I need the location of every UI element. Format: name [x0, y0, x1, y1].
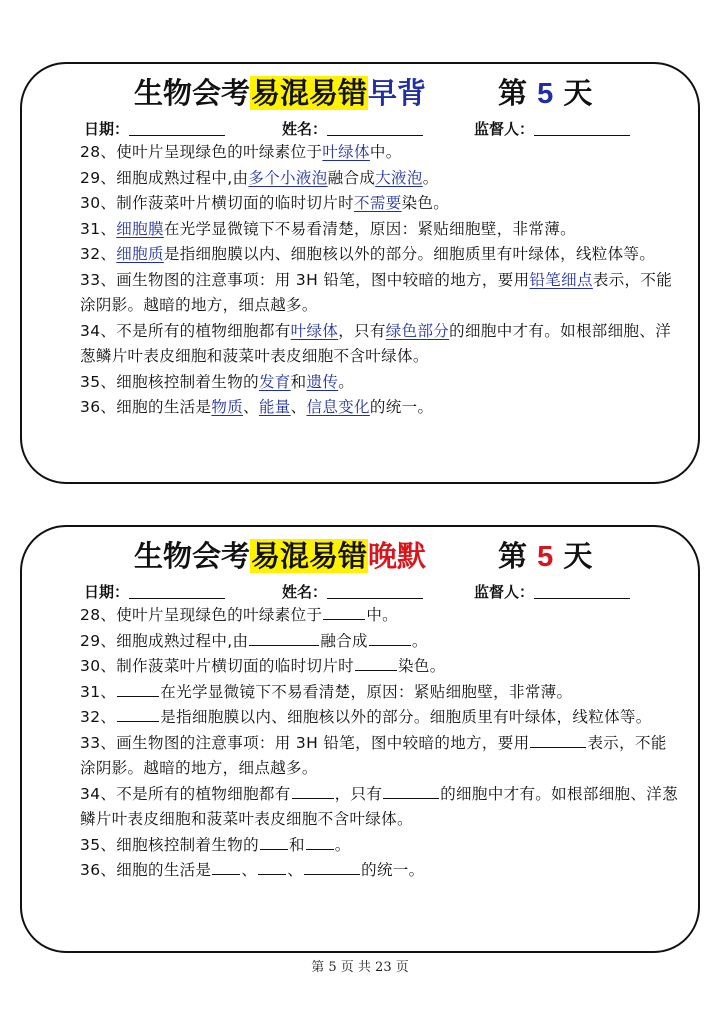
page-footer: 第 5 页 共 23 页	[311, 960, 409, 975]
morning-day-prefix: 第	[498, 76, 528, 110]
evening-title-main	[134, 535, 426, 577]
item-text: 是指细胞膜以内、细胞核以外的部分。细胞质里有叶绿体，线粒体等。	[160, 708, 652, 726]
key-term: 信息变化	[306, 398, 370, 416]
evening-name-line	[327, 598, 423, 599]
evening-day	[498, 535, 592, 578]
morning-card	[20, 62, 700, 484]
item-text: 。	[411, 631, 428, 650]
item-text: 31、	[80, 682, 117, 701]
key-term: 多个小液泡	[248, 168, 328, 187]
key-term: 铅笔细点	[529, 270, 593, 289]
item-text: 35、细胞核控制着生物的	[80, 835, 259, 854]
key-term: 绿色部分	[385, 321, 450, 340]
answer-blank[interactable]	[323, 605, 365, 620]
answer-blank[interactable]	[117, 707, 159, 722]
key-term: 遗传	[306, 372, 339, 391]
item-text: 的细胞中才有。如根部细胞、洋葱鳞片叶表皮细胞和菠菜叶表皮细胞不含叶绿体。	[80, 321, 672, 365]
list-item	[80, 319, 678, 370]
item-text: 36、细胞的生活是	[80, 398, 212, 416]
answer-blank[interactable]	[258, 860, 286, 875]
evening-name-field	[282, 581, 423, 602]
item-text: 中。	[366, 606, 399, 624]
evening-items	[80, 603, 678, 884]
item-text: 。	[422, 168, 439, 187]
item-text: 在光学显微镜下不易看清楚，原因：紧贴细胞壁，非常薄。	[160, 682, 573, 701]
key-term: 细胞膜	[116, 219, 164, 238]
key-term: 叶绿体	[322, 143, 370, 161]
item-text: 的统一。	[369, 398, 434, 416]
evening-title-highlight: 易混易错	[251, 539, 368, 573]
key-term: 细胞质	[116, 245, 164, 263]
item-text: 融合成	[320, 631, 368, 650]
list-item	[80, 680, 678, 706]
item-text: 33、画生物图的注意事项：用 3H 铅笔，图中较暗的地方，要用	[80, 270, 530, 289]
item-text: 染色。	[398, 657, 446, 675]
answer-blank[interactable]	[117, 682, 159, 697]
list-item	[80, 268, 678, 319]
answer-blank[interactable]	[383, 784, 439, 799]
evening-day-number: 5	[537, 541, 554, 573]
list-item	[80, 833, 678, 859]
evening-supervisor-label: 监督人：	[474, 583, 535, 601]
item-text: 在光学显微镜下不易看清楚，原因：紧贴细胞壁，非常薄。	[163, 219, 576, 238]
key-term: 能量	[258, 398, 291, 416]
evening-day-suffix: 天	[563, 539, 593, 573]
evening-title-prefix: 生物会考	[134, 539, 251, 573]
list-item	[80, 395, 678, 421]
morning-title-prefix: 生物会考	[134, 76, 251, 110]
item-text: 36、细胞的生活是	[80, 861, 212, 879]
answer-blank[interactable]	[260, 835, 288, 850]
morning-title-main	[134, 72, 426, 114]
list-item	[80, 629, 678, 655]
evening-day-prefix: 第	[498, 539, 528, 573]
item-text: 融合成	[327, 168, 376, 187]
evening-title-suffix: 晚默	[368, 539, 427, 573]
list-item	[80, 782, 678, 833]
evening-date-field	[84, 581, 225, 602]
answer-blank[interactable]	[304, 860, 360, 875]
evening-date-label: 日期：	[84, 583, 130, 601]
morning-supervisor-field	[474, 118, 630, 139]
item-text: 的细胞中才有。如根部细胞、洋葱鳞片叶表皮细胞和菠菜叶表皮细胞不含叶绿体。	[80, 784, 678, 828]
list-item	[80, 858, 678, 884]
item-text: 30、制作菠菜叶片横切面的临时切片时	[80, 194, 355, 212]
morning-supervisor-label: 监督人：	[474, 120, 535, 138]
item-text: 32、	[80, 245, 117, 263]
evening-supervisor-field	[474, 581, 630, 602]
item-text: 。	[338, 372, 355, 391]
item-text: 、	[287, 861, 304, 879]
item-text: 表示，不能涂阴影。越暗的地方，细点越多。	[80, 733, 667, 777]
list-item	[80, 166, 678, 192]
evening-date-line	[129, 598, 225, 599]
morning-date-line	[129, 135, 225, 136]
answer-blank[interactable]	[249, 631, 319, 646]
morning-date-label: 日期：	[84, 120, 130, 138]
morning-day	[498, 72, 592, 115]
item-text: 31、	[80, 219, 117, 238]
key-term: 发育	[258, 372, 291, 391]
morning-items	[80, 140, 678, 421]
evening-title	[22, 535, 698, 577]
item-text: 。	[334, 835, 351, 854]
item-text: 的统一。	[361, 861, 425, 879]
item-text: 29、细胞成熟过程中,由	[80, 168, 249, 187]
item-text: 29、细胞成熟过程中,由	[80, 631, 249, 650]
item-text: 染色。	[401, 194, 450, 212]
item-text: 、	[290, 398, 307, 416]
answer-blank[interactable]	[306, 835, 334, 850]
item-text: 和	[288, 835, 305, 854]
item-text: 、	[243, 398, 259, 416]
morning-title-highlight: 易混易错	[251, 76, 368, 110]
answer-blank[interactable]	[530, 733, 586, 748]
item-text: 是指细胞膜以内、细胞核以外的部分。细胞质里有叶绿体，线粒体等。	[163, 245, 656, 263]
list-item	[80, 370, 678, 396]
item-text: 和	[290, 372, 307, 391]
item-text: ，只有	[334, 784, 383, 803]
answer-blank[interactable]	[292, 784, 334, 799]
list-item	[80, 654, 678, 680]
list-item	[80, 217, 678, 243]
list-item	[80, 242, 678, 268]
item-text: 28、使叶片呈现绿色的叶绿素位于	[80, 606, 323, 624]
evening-card	[20, 525, 700, 953]
item-text: 32、	[80, 708, 117, 726]
item-text: 34、不是所有的植物细胞都有	[80, 321, 291, 340]
answer-blank[interactable]	[369, 631, 411, 646]
morning-sign-row	[22, 114, 698, 140]
list-item	[80, 705, 678, 731]
morning-title-suffix: 早背	[368, 76, 427, 110]
item-text: ，只有	[338, 321, 386, 340]
list-item	[80, 731, 678, 782]
morning-name-field	[282, 118, 423, 139]
item-text: 35、细胞核控制着生物的	[80, 372, 259, 391]
item-text: 34、不是所有的植物细胞都有	[80, 784, 291, 803]
item-text: 中。	[369, 143, 402, 161]
morning-name-label: 姓名：	[282, 120, 328, 138]
item-text: 33、画生物图的注意事项：用 3H 铅笔，图中较暗的地方，要用	[80, 733, 530, 752]
list-item	[80, 603, 678, 629]
answer-blank[interactable]	[212, 860, 240, 875]
key-term: 叶绿体	[290, 321, 339, 340]
list-item	[80, 191, 678, 217]
item-text: 28、使叶片呈现绿色的叶绿素位于	[80, 143, 323, 161]
item-text: 表示，不能涂阴影。越暗的地方，细点越多。	[80, 270, 673, 314]
list-item	[80, 140, 678, 166]
item-text: 、	[241, 861, 258, 879]
key-term: 物质	[211, 398, 244, 416]
morning-date-field	[84, 118, 225, 139]
morning-supervisor-line	[534, 135, 630, 136]
morning-day-number: 5	[537, 78, 554, 110]
answer-blank[interactable]	[355, 656, 397, 671]
key-term: 不需要	[354, 194, 402, 212]
key-term: 大液泡	[375, 168, 423, 187]
evening-sign-row	[22, 577, 698, 603]
evening-supervisor-line	[534, 598, 630, 599]
morning-title	[22, 72, 698, 114]
evening-name-label: 姓名：	[282, 583, 328, 601]
morning-name-line	[327, 135, 423, 136]
item-text: 30、制作菠菜叶片横切面的临时切片时	[80, 657, 355, 675]
morning-day-suffix: 天	[563, 76, 593, 110]
